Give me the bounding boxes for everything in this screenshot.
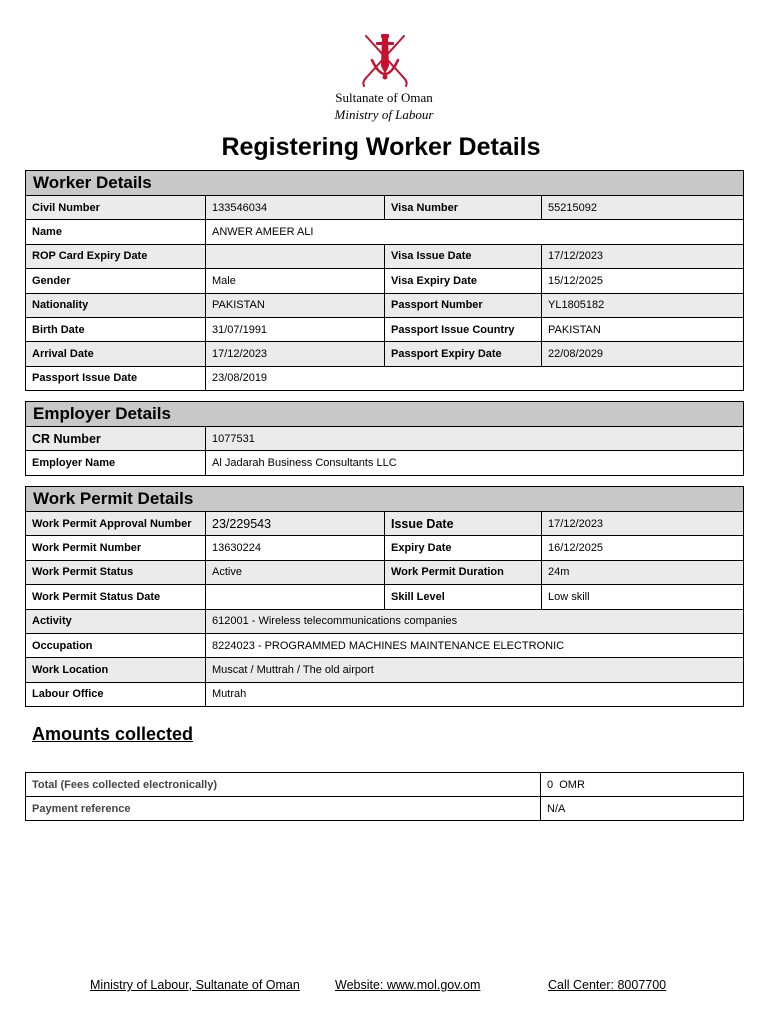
activity-label: Activity [26,609,206,633]
table-row [26,269,744,293]
expiry-date-value: 16/12/2025 [542,536,744,560]
visa-number-label: Visa Number [385,196,542,220]
occupation-value: 8224023 - PROGRAMMED MACHINES MAINTENANCE ELECTRONIC [206,633,744,657]
cr-number-label: CR Number [26,427,206,451]
passport-issue-date-value: 23/08/2019 [206,366,744,390]
cr-number-value: 1077531 [206,427,744,451]
visa-expiry-date-value: 15/12/2025 [542,269,744,293]
org-line-1: Sultanate of Oman [335,90,433,105]
table-row [26,196,744,220]
passport-expiry-date-value: 22/08/2029 [542,342,744,366]
table-row [26,773,744,797]
table-row [26,797,744,821]
footer-website: Website: www.mol.gov.om [335,978,481,992]
table-row [26,658,744,682]
permit-status-date-value [206,585,385,609]
employer-details-heading: Employer Details [26,402,744,427]
worker-details-heading: Worker Details [26,171,744,196]
permit-status-date-label: Work Permit Status Date [26,585,206,609]
table-row [26,366,744,390]
total-fees-value: 0 OMR [541,773,744,797]
permit-status-label: Work Permit Status [26,560,206,584]
payment-reference-value: N/A [541,797,744,821]
table-row [26,293,744,317]
rop-card-expiry-value [206,244,385,268]
civil-number-value: 133546034 [206,196,385,220]
amounts-table [25,772,744,821]
table-row [26,220,744,244]
table-row [26,585,744,609]
permit-duration-value: 24m [542,560,744,584]
payment-reference-label: Payment reference [26,797,541,821]
visa-number-value: 55215092 [542,196,744,220]
arrival-date-value: 17/12/2023 [206,342,385,366]
visa-issue-date-value: 17/12/2023 [542,244,744,268]
permit-status-value: Active [206,560,385,584]
table-row [26,512,744,536]
expiry-date-label: Expiry Date [385,536,542,560]
permit-duration-label: Work Permit Duration [385,560,542,584]
footer-ministry: Ministry of Labour, Sultanate of Oman [90,978,300,992]
table-row [26,342,744,366]
footer-call-center: Call Center: 8007700 [548,978,667,992]
birth-date-value: 31/07/1991 [206,317,385,341]
total-fees-label: Total (Fees collected electronically) [26,773,541,797]
skill-level-value: Low skill [542,585,744,609]
skill-level-label: Skill Level [385,585,542,609]
work-location-label: Work Location [26,658,206,682]
employer-name-label: Employer Name [26,451,206,475]
issue-date-label: Issue Date [385,512,542,536]
amounts-collected-heading: Amounts collected [32,724,194,744]
labour-office-value: Mutrah [206,682,744,706]
civil-number-label: Civil Number [26,196,206,220]
gender-value: Male [206,269,385,293]
table-row [26,317,744,341]
table-row [26,244,744,268]
labour-office-label: Labour Office [26,682,206,706]
permit-number-value: 13630224 [206,536,385,560]
table-row [26,682,744,706]
oman-emblem-icon [358,30,412,88]
approval-number-value: 23/229543 [206,512,385,536]
rop-card-expiry-label: ROP Card Expiry Date [26,244,206,268]
visa-expiry-date-label: Visa Expiry Date [385,269,542,293]
table-row [26,633,744,657]
activity-value: 612001 - Wireless telecommunications companies [206,609,744,633]
name-value: ANWER AMEER ALI [206,220,744,244]
table-row [26,560,744,584]
employer-name-value: Al Jadarah Business Consultants LLC [206,451,744,475]
gender-label: Gender [26,269,206,293]
nationality-value: PAKISTAN [206,293,385,317]
permit-number-label: Work Permit Number [26,536,206,560]
visa-issue-date-label: Visa Issue Date [385,244,542,268]
issue-date-value: 17/12/2023 [542,512,744,536]
work-permit-details-heading: Work Permit Details [26,487,744,512]
name-label: Name [26,220,206,244]
table-row [26,451,744,475]
passport-issue-country-value: PAKISTAN [542,317,744,341]
approval-number-label: Work Permit Approval Number [26,512,206,536]
passport-number-label: Passport Number [385,293,542,317]
table-row [26,609,744,633]
passport-issue-date-label: Passport Issue Date [26,366,206,390]
table-row [26,427,744,451]
passport-expiry-date-label: Passport Expiry Date [385,342,542,366]
nationality-label: Nationality [26,293,206,317]
table-row [26,536,744,560]
arrival-date-label: Arrival Date [26,342,206,366]
birth-date-label: Birth Date [26,317,206,341]
employer-details-table [25,401,744,476]
passport-issue-country-label: Passport Issue Country [385,317,542,341]
occupation-label: Occupation [26,633,206,657]
org-line-2: Ministry of Labour [334,107,434,122]
worker-details-table [25,170,744,391]
passport-number-value: YL1805182 [542,293,744,317]
work-permit-details-table [25,486,744,707]
page-title: Registering Worker Details [221,133,541,161]
work-location-value: Muscat / Muttrah / The old airport [206,658,744,682]
